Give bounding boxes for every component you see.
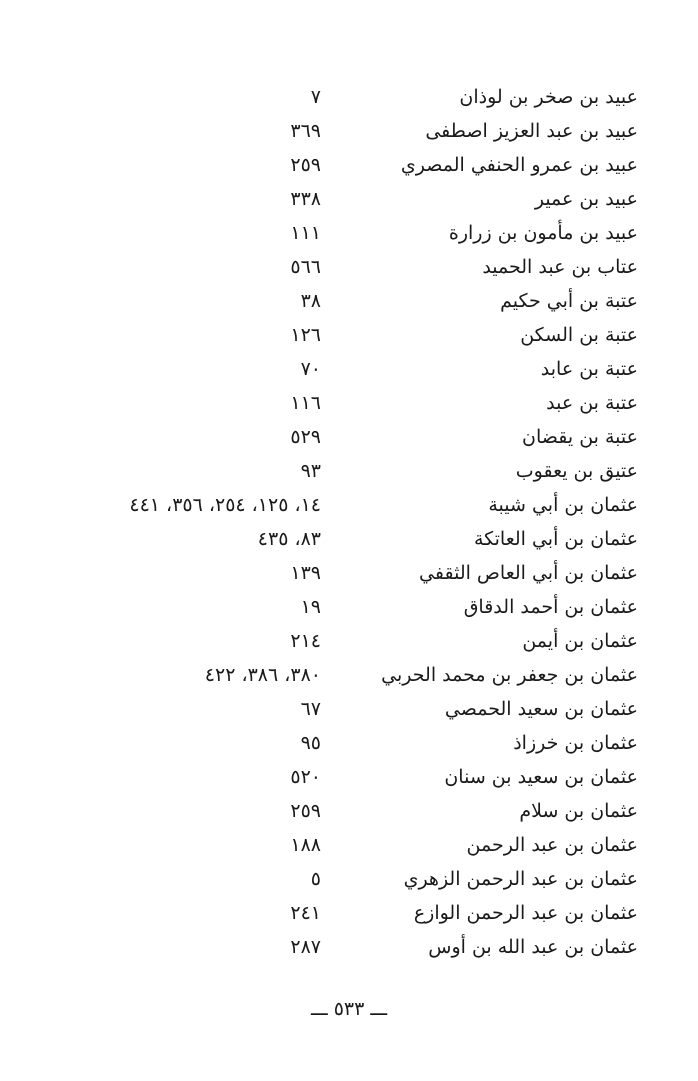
entry-page-references: ٥٦٦ <box>290 256 321 278</box>
entry-name: عبيد بن عمرو الحنفي المصري <box>400 154 638 176</box>
index-entry <box>0 114 698 148</box>
index-entry <box>0 522 698 556</box>
entry-page-references: ١٤، ١٢٥، ٢٥٤، ٣٥٦، ٤٤١ <box>129 494 321 516</box>
index-entry <box>0 182 698 216</box>
index-entry <box>0 896 698 930</box>
entry-name: عتبة بن السكن <box>520 324 638 346</box>
entry-page-references: ١١٦ <box>290 392 321 414</box>
entry-name: عتبة بن عبد <box>546 392 638 414</box>
entry-name: عتبة بن يقضان <box>522 426 638 448</box>
entry-name: عثمان بن أبي العاص الثقفي <box>419 562 638 584</box>
entry-name: عتاب بن عبد الحميد <box>482 256 638 278</box>
entry-page-references: ٦٧ <box>300 698 321 720</box>
entry-page-references: ١٢٦ <box>290 324 321 346</box>
entry-page-references: ٢١٤ <box>290 630 321 652</box>
entry-name: عثمان بن أبي العاتكة <box>473 528 638 550</box>
index-entry <box>0 454 698 488</box>
entry-page-references: ١١١ <box>290 222 321 244</box>
entry-page-references: ٨٣، ٤٣٥ <box>257 528 321 550</box>
entry-name: عثمان بن عبد الرحمن الوازع <box>413 902 638 924</box>
index-entry <box>0 386 698 420</box>
entry-page-references: ٧٠ <box>300 358 321 380</box>
entry-name: عبيد بن عبد العزيز اصطفى <box>425 120 638 142</box>
entry-name: عثمان بن خرزاذ <box>513 732 638 754</box>
entry-name: عثمان بن جعفر بن محمد الحربي <box>381 664 638 686</box>
entry-name: عتيق بن يعقوب <box>515 460 638 482</box>
index-entry <box>0 420 698 454</box>
entry-page-references: ٣٨٠، ٣٨٦، ٤٢٢ <box>204 664 321 686</box>
index-entry <box>0 284 698 318</box>
index-entry <box>0 216 698 250</box>
entry-page-references: ٩٣ <box>300 460 321 482</box>
index-entry <box>0 318 698 352</box>
index-entry <box>0 930 698 964</box>
entry-page-references: ٥ <box>310 868 321 890</box>
entry-page-references: ١٨٨ <box>290 834 321 856</box>
index-entry <box>0 352 698 386</box>
entry-name: عثمان بن أبي شيبة <box>488 494 638 516</box>
entry-page-references: ٣٣٨ <box>290 188 321 210</box>
entry-page-references: ٥٢٠ <box>290 766 321 788</box>
entry-name: عثمان بن سعيد الحمصي <box>444 698 638 720</box>
entry-name: عثمان بن عبد الرحمن الزهري <box>403 868 638 890</box>
index-entry <box>0 148 698 182</box>
entry-page-references: ٣٦٩ <box>290 120 321 142</box>
index-entry <box>0 726 698 760</box>
entry-name: عبيد بن صخر بن لوذان <box>459 86 638 108</box>
index-entry <box>0 658 698 692</box>
entry-name: عثمان بن عبد الله بن أوس <box>428 936 638 958</box>
entry-page-references: ٥٢٩ <box>290 426 321 448</box>
entry-name: عتبة بن عابد <box>540 358 638 380</box>
index-entry <box>0 862 698 896</box>
entry-name: عتبة بن أبي حكيم <box>500 290 638 312</box>
index-entry <box>0 80 698 114</box>
entry-name: عثمان بن أحمد الدقاق <box>463 596 638 618</box>
entry-page-references: ٣٨ <box>300 290 321 312</box>
entry-page-references: ٢٥٩ <box>290 800 321 822</box>
index-entry <box>0 760 698 794</box>
entry-name: عثمان بن عبد الرحمن <box>466 834 638 856</box>
entry-name: عبيد بن مأمون بن زرارة <box>448 222 638 244</box>
index-entry <box>0 250 698 284</box>
entry-page-references: ١٣٩ <box>290 562 321 584</box>
entry-page-references: ٧ <box>310 86 321 108</box>
index-entry <box>0 794 698 828</box>
index-entry <box>0 624 698 658</box>
index-entry <box>0 692 698 726</box>
entry-page-references: ٢٥٩ <box>290 154 321 176</box>
index-entry <box>0 556 698 590</box>
index-entry <box>0 828 698 862</box>
entry-name: عبيد بن عمير <box>534 188 638 210</box>
entry-name: عثمان بن سلام <box>519 800 638 822</box>
entry-name: عثمان بن سعيد بن سنان <box>444 766 638 788</box>
entry-page-references: ٩٥ <box>300 732 321 754</box>
page-number: ـــ ٥٣٣ ـــ <box>310 998 388 1020</box>
entry-page-references: ٢٤١ <box>290 902 321 924</box>
entry-page-references: ١٩ <box>300 596 321 618</box>
entry-page-references: ٢٨٧ <box>290 936 321 958</box>
entry-name: عثمان بن أيمن <box>522 630 638 652</box>
index-list <box>0 80 698 964</box>
index-entry <box>0 590 698 624</box>
index-entry <box>0 488 698 522</box>
